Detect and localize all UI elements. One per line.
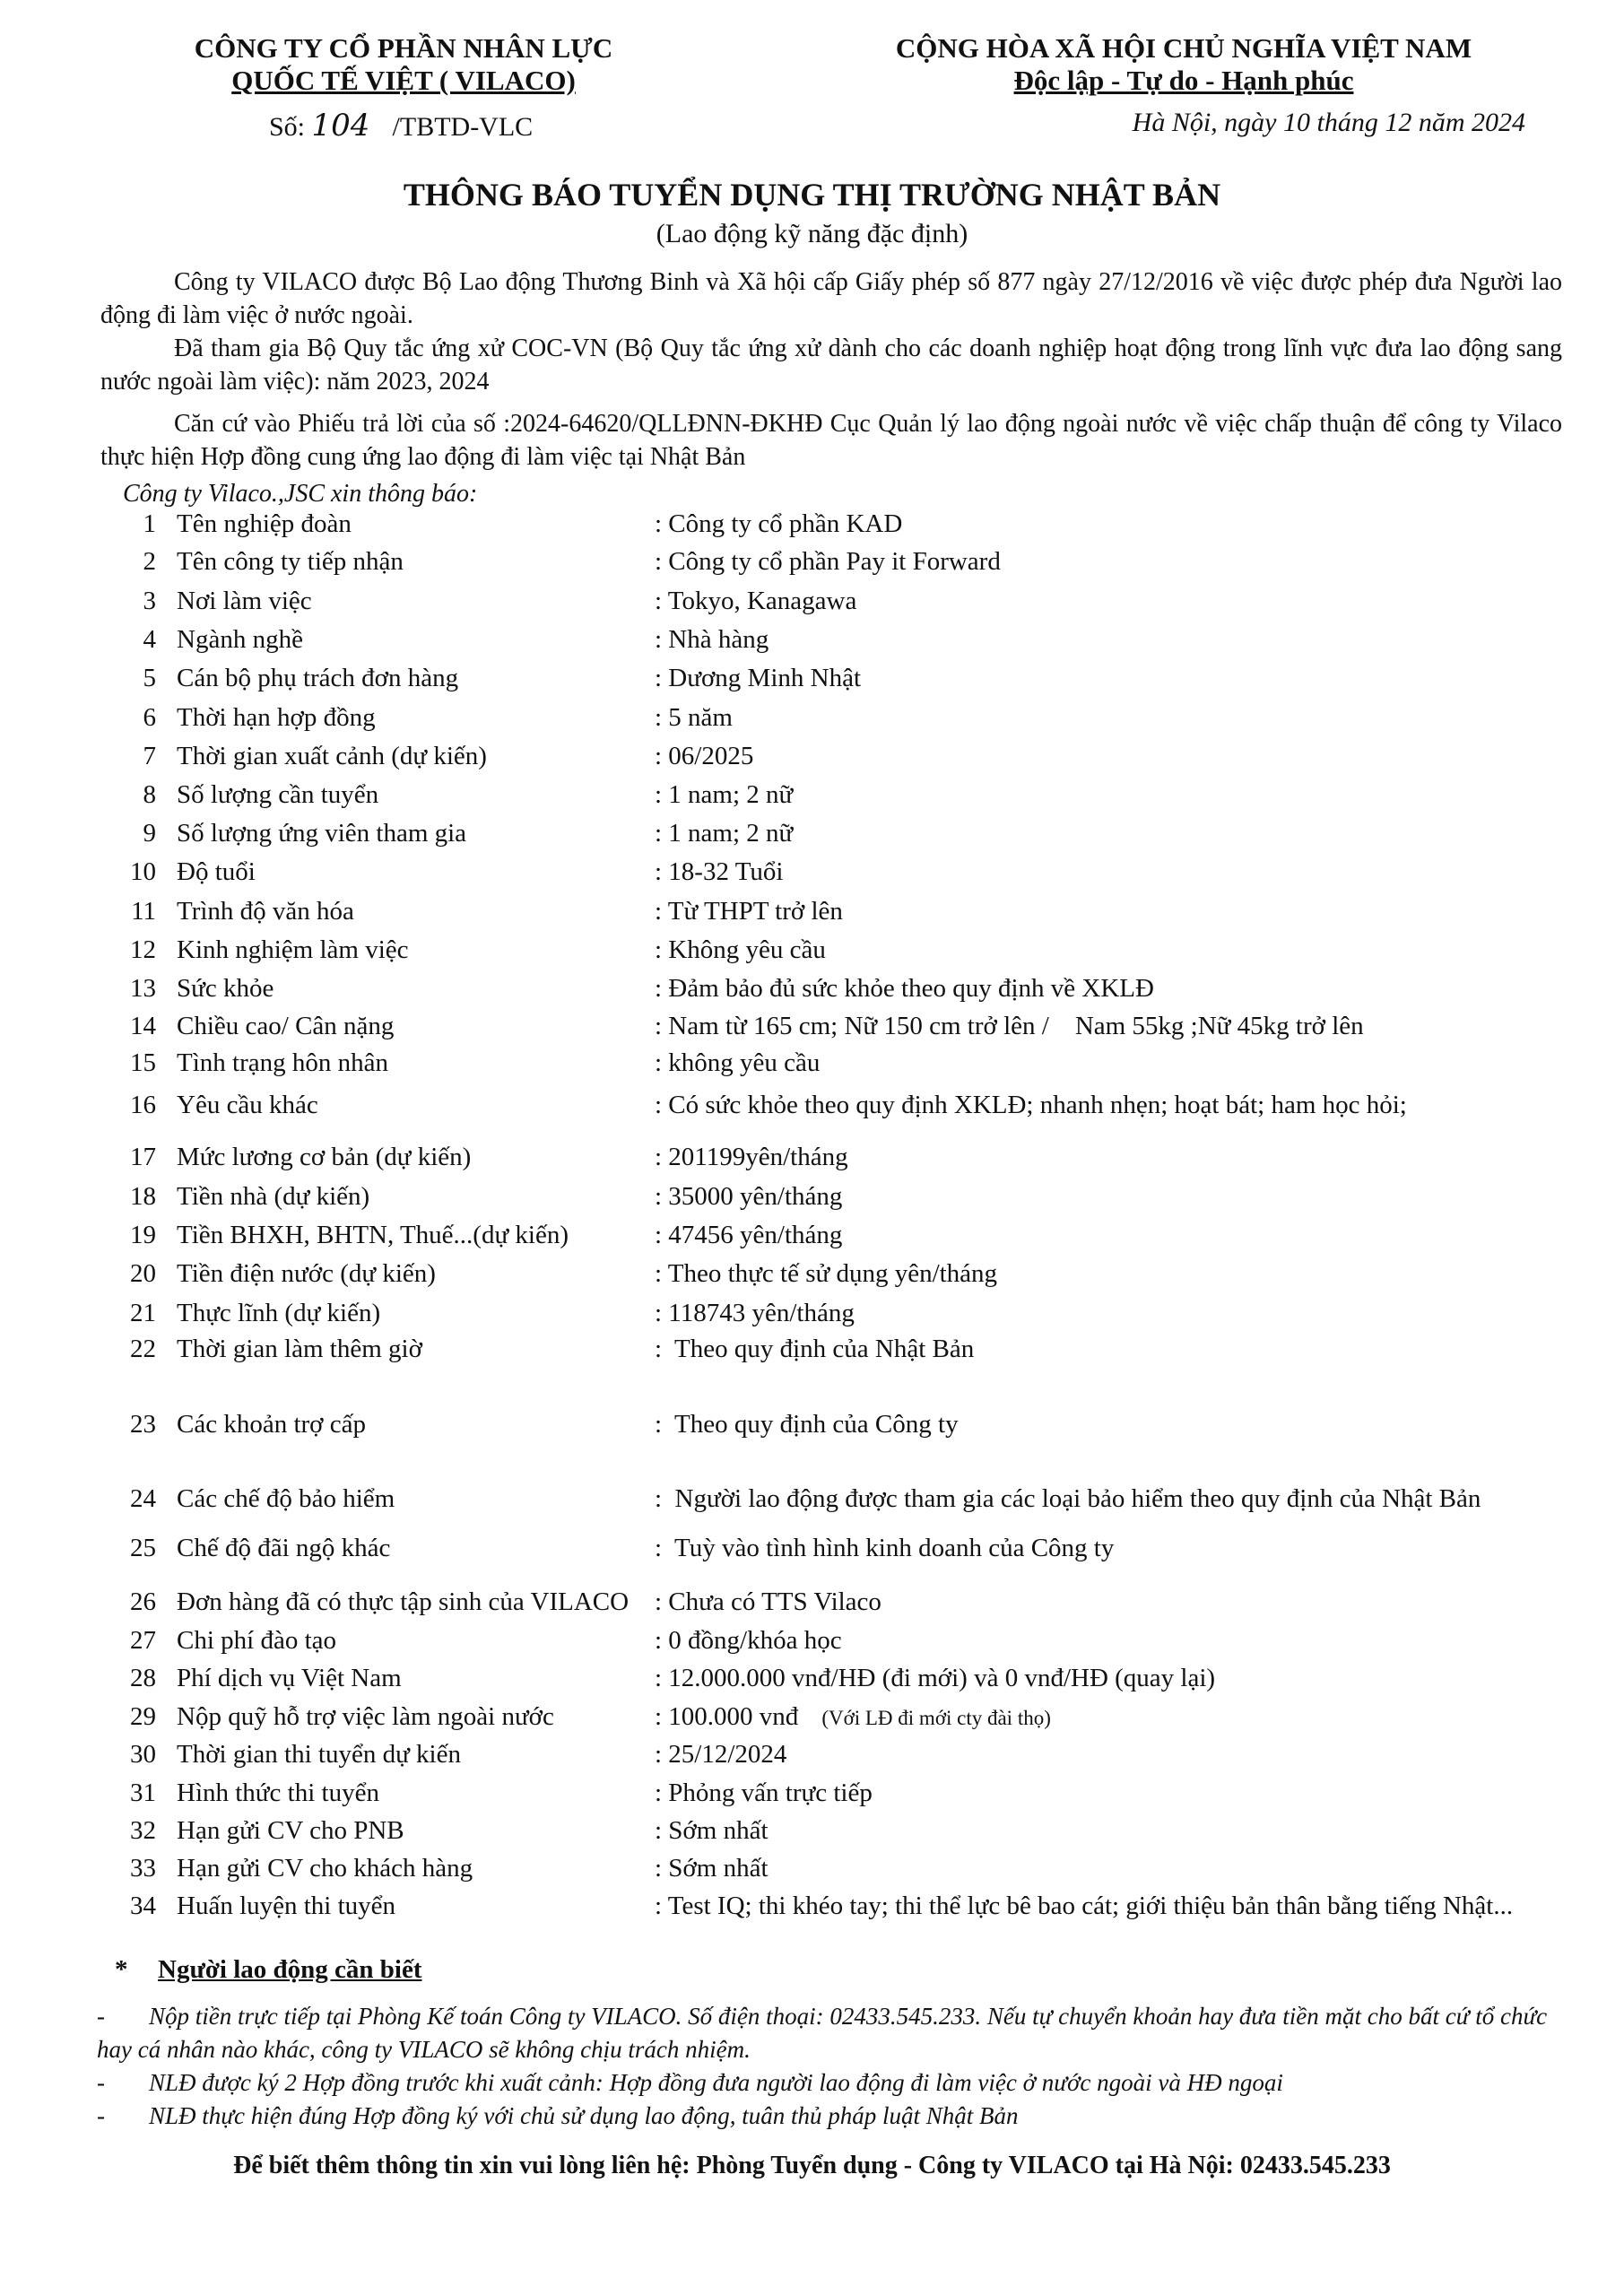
item-value xyxy=(655,1299,855,1328)
document-date: Hà Nội, ngày 10 tháng 12 năm 2024 xyxy=(1132,108,1525,137)
item-value-text: : 35000 yên/tháng xyxy=(655,1182,843,1211)
item-label: Huấn luyện thi tuyển xyxy=(177,1892,396,1920)
item-label: Chiều cao/ Cân nặng xyxy=(177,1012,395,1040)
list-item xyxy=(100,1702,1571,1738)
item-label: Tên công ty tiếp nhận xyxy=(177,547,404,576)
item-number: 12 xyxy=(130,935,156,964)
notice-title: Người lao động cần biết xyxy=(158,1955,422,1984)
item-number: 10 xyxy=(130,857,156,886)
item-value xyxy=(655,780,793,810)
item-value-text: : Từ THPT trở lên xyxy=(655,897,843,926)
item-value xyxy=(655,1740,786,1770)
item-number: 19 xyxy=(130,1221,156,1249)
item-number: 13 xyxy=(130,974,156,1003)
item-label: Nộp quỹ hỗ trợ việc làm ngoài nước xyxy=(177,1702,554,1731)
item-number: 21 xyxy=(130,1299,156,1327)
item-label: Độ tuổi xyxy=(177,857,256,886)
item-value xyxy=(655,1534,1114,1563)
handwritten-number: 104 xyxy=(311,108,370,144)
list-item xyxy=(100,780,1571,816)
item-value xyxy=(655,1335,974,1364)
item-value-text: : không yêu cầu xyxy=(655,1048,821,1077)
list-item xyxy=(100,1182,1571,1218)
worker-notice-heading xyxy=(115,1955,422,1985)
item-value-text: : Công ty cổ phần KAD xyxy=(655,509,903,538)
note-text: NLĐ thực hiện đúng Hợp đồng ký với chủ sử dụng lao động, tuân thủ pháp luật Nhật Bản xyxy=(149,2102,1019,2129)
list-item xyxy=(100,1048,1571,1084)
item-label: Tiền nhà (dự kiến) xyxy=(177,1182,370,1211)
intro-approval: Căn cứ vào Phiếu trả lời của số :2024-64620/QLLĐNN-ĐKHĐ Cục Quản lý lao động ngoài nước về việc chấp thuận để công ty Vilaco thực hiện Hợp đồng cung ứng lao động đi làm việc tại Nhật Bản xyxy=(100,410,1562,471)
item-value xyxy=(655,1410,959,1439)
list-item xyxy=(100,1335,1571,1370)
item-value xyxy=(655,1664,1215,1693)
list-item xyxy=(100,547,1571,583)
list-item xyxy=(100,742,1571,778)
note-item xyxy=(97,2000,1568,2066)
worker-notes xyxy=(97,2000,1568,2133)
list-item xyxy=(100,1892,1571,1927)
item-value xyxy=(655,1702,1051,1732)
item-label: Tên nghiệp đoàn xyxy=(177,509,352,538)
note-item xyxy=(97,2066,1568,2100)
list-item xyxy=(100,1816,1571,1852)
note-item xyxy=(97,2100,1568,2133)
company-name-line2: QUỐC TẾ VIỆT ( VILACO) xyxy=(231,65,576,96)
item-number: 31 xyxy=(130,1779,156,1807)
item-value xyxy=(655,1779,873,1808)
item-label: Thực lĩnh (dự kiến) xyxy=(177,1299,381,1327)
document-title: THÔNG BÁO TUYỂN DỤNG THỊ TRƯỜNG NHẬT BẢN xyxy=(403,177,1221,213)
item-value xyxy=(655,1816,769,1846)
note-dash: - xyxy=(97,2003,105,2030)
item-value xyxy=(655,547,1001,577)
item-number: 1 xyxy=(143,509,156,538)
item-number: 6 xyxy=(143,703,156,732)
item-value-text: : Test IQ; thi khéo tay; thi thể lực bê bao cát; giới thiệu bản thân bằng tiếng Nhật... xyxy=(655,1892,1514,1920)
item-label: Tình trạng hôn nhân xyxy=(177,1048,388,1077)
item-label: Số lượng ứng viên tham gia xyxy=(177,819,467,848)
document-number xyxy=(269,108,533,144)
item-number: 8 xyxy=(143,780,156,809)
item-value xyxy=(655,742,753,771)
item-number: 3 xyxy=(143,587,156,615)
item-label: Tiền điện nước (dự kiến) xyxy=(177,1259,436,1288)
item-label: Trình độ văn hóa xyxy=(177,897,354,926)
item-number: 32 xyxy=(130,1816,156,1845)
item-label: Cán bộ phụ trách đơn hàng xyxy=(177,664,459,692)
list-item xyxy=(100,1012,1571,1048)
note-dash: - xyxy=(97,2102,105,2129)
item-value-text: : Sớm nhất xyxy=(655,1816,769,1845)
item-number: 16 xyxy=(130,1091,156,1119)
item-value xyxy=(655,664,861,693)
list-item xyxy=(100,819,1571,855)
item-value xyxy=(655,1182,842,1212)
item-value-text: : Theo quy định của Công ty xyxy=(655,1410,959,1439)
list-item xyxy=(100,974,1571,1010)
item-value-text: : 100.000 vnđ xyxy=(655,1702,799,1731)
item-value-text: : 12.000.000 vnđ/HĐ (đi mới) và 0 vnđ/HĐ (quay lại) xyxy=(655,1664,1216,1692)
item-value-text: : Nam từ 165 cm; Nữ 150 cm trở lên / Nam 55kg ;Nữ 45kg trở lên xyxy=(655,1012,1364,1040)
item-number: 15 xyxy=(130,1048,156,1077)
item-number: 34 xyxy=(130,1892,156,1920)
item-number: 17 xyxy=(130,1143,156,1171)
list-item xyxy=(100,625,1571,661)
star-bullet: * xyxy=(115,1955,128,1984)
item-value xyxy=(655,587,856,616)
item-value xyxy=(655,857,783,887)
list-item xyxy=(100,1587,1571,1623)
item-value-text: : 47456 yên/tháng xyxy=(655,1221,843,1249)
item-value-text: : 18-32 Tuổi xyxy=(655,857,784,886)
item-number: 24 xyxy=(130,1484,156,1513)
item-number: 18 xyxy=(130,1182,156,1211)
item-label: Thời gian xuất cảnh (dự kiến) xyxy=(177,742,487,770)
note-text: NLĐ được ký 2 Hợp đồng trước khi xuất cảnh: Hợp đồng đưa người lao động đi làm việc ở nước ngoài và HĐ ngoại xyxy=(149,2069,1283,2096)
item-value-text: : Tokyo, Kanagawa xyxy=(655,587,857,615)
item-value xyxy=(655,935,826,965)
item-value xyxy=(655,1626,842,1656)
list-item xyxy=(100,897,1571,933)
item-number: 4 xyxy=(143,625,156,654)
item-value xyxy=(655,625,769,655)
item-value-text: : Nhà hàng xyxy=(655,625,769,654)
list-item xyxy=(100,1740,1571,1776)
item-label: Các chế độ bảo hiểm xyxy=(177,1484,395,1513)
nation-header xyxy=(843,32,1524,97)
item-value-text: : Dương Minh Nhật xyxy=(655,664,862,692)
company-name-line1: CÔNG TY CỔ PHẦN NHÂN LỰC xyxy=(194,32,613,64)
list-item xyxy=(100,587,1571,622)
item-label: Chi phí đào tạo xyxy=(177,1626,337,1655)
note-text: Nộp tiền trực tiếp tại Phòng Kế toán Công ty VILACO. Số điện thoại: 02433.545.233. Nếu tự chuyển khoản hay đưa tiền mặt cho bất cứ tổ chức hay cá nhân nào khác, công ty VILACO sẽ không chịu trách nhiệm. xyxy=(97,2003,1548,2063)
item-value xyxy=(655,1012,1364,1041)
item-value-text: : Theo quy định của Nhật Bản xyxy=(655,1335,975,1363)
item-number: 11 xyxy=(131,897,156,926)
item-value-text: : Theo thực tế sử dụng yên/tháng xyxy=(655,1259,998,1288)
item-value-text: : 201199yên/tháng xyxy=(655,1143,848,1171)
item-value-text: : 5 năm xyxy=(655,703,733,732)
item-label: Kinh nghiệm làm việc xyxy=(177,935,409,964)
item-label: Thời gian làm thêm giờ xyxy=(177,1335,422,1363)
item-value xyxy=(655,1484,1481,1514)
item-value-note: (Với LĐ đi mới cty đài thọ) xyxy=(821,1707,1051,1729)
list-item xyxy=(100,857,1571,893)
list-item xyxy=(100,1221,1571,1257)
list-item xyxy=(100,1779,1571,1814)
company-header xyxy=(117,32,690,97)
list-item xyxy=(100,1626,1571,1662)
list-item xyxy=(100,1299,1571,1335)
number-prefix: Số: xyxy=(269,112,306,142)
list-item xyxy=(100,703,1571,739)
item-number: 22 xyxy=(130,1335,156,1363)
item-value xyxy=(655,509,902,539)
item-value xyxy=(655,1259,997,1289)
item-number: 5 xyxy=(143,664,156,692)
item-value xyxy=(655,897,843,926)
item-number: 26 xyxy=(130,1587,156,1616)
item-number: 33 xyxy=(130,1854,156,1883)
list-item xyxy=(100,1854,1571,1890)
item-value-text: : Không yêu cầu xyxy=(655,935,826,964)
list-item xyxy=(100,509,1571,545)
item-label: Nơi làm việc xyxy=(177,587,312,615)
item-value xyxy=(655,703,733,733)
item-value-text: : Có sức khỏe theo quy định XKLĐ; nhanh nhẹn; hoạt bát; ham học hỏi; xyxy=(655,1091,1407,1119)
item-number: 14 xyxy=(130,1012,156,1040)
item-value-text: : Phỏng vấn trực tiếp xyxy=(655,1779,873,1807)
item-value xyxy=(655,1587,881,1617)
list-item xyxy=(100,1091,1571,1126)
item-value-text: : 118743 yên/tháng xyxy=(655,1299,855,1327)
intro-license: Công ty VILACO được Bộ Lao động Thương Binh và Xã hội cấp Giấy phép số 877 ngày 27/12/2016 về việc được phép đưa Người lao động đi làm việc ở nước ngoài. xyxy=(100,268,1562,329)
item-label: Yêu cầu khác xyxy=(177,1091,318,1119)
item-value xyxy=(655,1854,769,1883)
item-value-text: : 25/12/2024 xyxy=(655,1740,787,1769)
item-number: 9 xyxy=(143,819,156,848)
item-label: Sức khỏe xyxy=(177,974,274,1003)
intro-announce: Công ty Vilaco.,JSC xin thông báo: xyxy=(123,480,478,508)
item-number: 23 xyxy=(130,1410,156,1439)
document-subtitle: (Lao động kỹ năng đặc định) xyxy=(656,219,968,248)
list-item xyxy=(100,664,1571,700)
item-value xyxy=(655,974,1154,1004)
item-label: Mức lương cơ bản (dự kiến) xyxy=(177,1143,472,1171)
item-value-text: : 1 nam; 2 nữ xyxy=(655,780,794,809)
item-value-text: : Đảm bảo đủ sức khỏe theo quy định về XKLĐ xyxy=(655,974,1154,1003)
item-value-text: : 1 nam; 2 nữ xyxy=(655,819,794,848)
item-value xyxy=(655,1048,820,1078)
item-label: Hình thức thi tuyển xyxy=(177,1779,379,1807)
item-label: Phí dịch vụ Việt Nam xyxy=(177,1664,402,1692)
item-value-text: : Tuỳ vào tình hình kinh doanh của Công ty xyxy=(655,1534,1115,1562)
list-item xyxy=(100,1534,1571,1570)
item-label: Hạn gửi CV cho khách hàng xyxy=(177,1854,473,1883)
intro-section xyxy=(100,265,1562,510)
item-number: 2 xyxy=(143,547,156,576)
item-number: 25 xyxy=(130,1534,156,1562)
item-value-text: : Sớm nhất xyxy=(655,1854,769,1883)
item-value xyxy=(655,1892,1513,1921)
item-value-text: : Chưa có TTS Vilaco xyxy=(655,1587,881,1616)
item-label: Đơn hàng đã có thực tập sinh của VILACO xyxy=(177,1587,630,1616)
item-label: Ngành nghề xyxy=(177,625,303,654)
item-value-text: : 0 đồng/khóa học xyxy=(655,1626,842,1655)
item-number: 7 xyxy=(143,742,156,770)
item-value-text: : Công ty cổ phần Pay it Forward xyxy=(655,547,1001,576)
item-value xyxy=(655,1143,848,1172)
item-value xyxy=(655,819,793,848)
list-item xyxy=(100,1143,1571,1178)
note-dash: - xyxy=(97,2069,105,2096)
item-label: Các khoản trợ cấp xyxy=(177,1410,367,1439)
item-label: Thời hạn hợp đồng xyxy=(177,703,376,732)
list-item xyxy=(100,1259,1571,1295)
list-item xyxy=(100,935,1571,971)
number-suffix: /TBTD-VLC xyxy=(392,112,534,142)
nation-title: CỘNG HÒA XÃ HỘI CHỦ NGHĨA VIỆT NAM xyxy=(895,32,1472,64)
item-number: 28 xyxy=(130,1664,156,1692)
item-value xyxy=(655,1221,842,1250)
list-item xyxy=(100,1410,1571,1446)
item-number: 30 xyxy=(130,1740,156,1769)
list-item xyxy=(100,1484,1571,1520)
item-number: 27 xyxy=(130,1626,156,1655)
intro-coc: Đã tham gia Bộ Quy tắc ứng xử COC-VN (Bộ Quy tắc ứng xử dành cho các doanh nghiệp hoạt động trong lĩnh vực đưa lao động sang nước ngoài làm việc): năm 2023, 2024 xyxy=(100,335,1562,396)
item-label: Thời gian thi tuyển dự kiến xyxy=(177,1740,461,1769)
nation-motto: Độc lập - Tự do - Hạnh phúc xyxy=(1013,65,1354,96)
item-label: Chế độ đãi ngộ khác xyxy=(177,1534,391,1562)
item-label: Số lượng cần tuyển xyxy=(177,780,379,809)
item-number: 29 xyxy=(130,1702,156,1731)
item-value xyxy=(655,1091,1407,1120)
list-item xyxy=(100,1664,1571,1700)
item-label: Tiền BHXH, BHTN, Thuế...(dự kiến) xyxy=(177,1221,569,1249)
item-label: Hạn gửi CV cho PNB xyxy=(177,1816,404,1845)
item-number: 20 xyxy=(130,1259,156,1288)
item-value-text: : 06/2025 xyxy=(655,742,754,770)
item-value-text: : Người lao động được tham gia các loại bảo hiểm theo quy định của Nhật Bản xyxy=(655,1484,1481,1513)
contact-footer: Để biết thêm thông tin xin vui lòng liên hệ: Phòng Tuyển dụng - Công ty VILACO tại Hà Nội: 02433.545.233 xyxy=(233,2152,1391,2179)
